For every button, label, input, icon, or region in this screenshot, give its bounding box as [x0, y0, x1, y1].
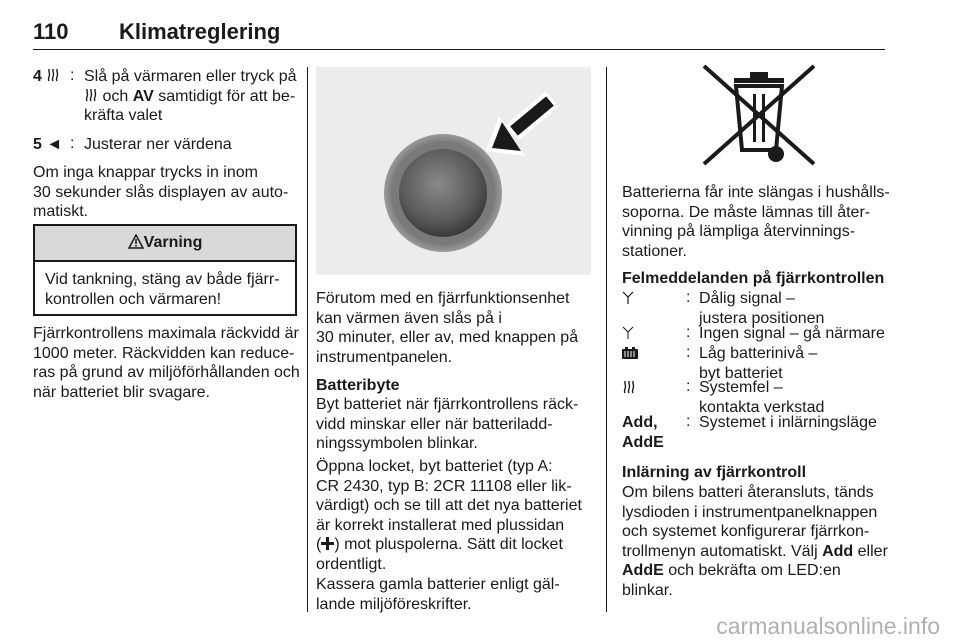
warning-header: Varning	[35, 226, 295, 262]
watermark: carmanualsonline.info	[716, 613, 940, 639]
item-4-label: 4	[33, 67, 60, 87]
heater-icon	[46, 68, 60, 82]
heater-icon	[622, 380, 636, 394]
learn-heading: Inlärning av fjärrkontroll	[622, 464, 807, 481]
battery-open-paragraph: Öppna locket, byt batteriet (typ A: CR 2430, typ B: 2CR 11108 eller lik- värdigt) och se till att det nya batteriet är korrekt installerat med plussidan ( ) mot pluspolerna. Sätt dit locket ordentligt.	[316, 458, 582, 573]
battery-heading: Batteribyte	[316, 377, 400, 394]
range-paragraph: Fjärrkontrollens maximala räckvidd är 1000 meter. Räckvidden kan reduce- ras på grund av miljöförhållanden och när batteriet blir svagare.	[33, 325, 300, 401]
error-5-code: Add, AddE	[622, 414, 664, 451]
error-1-colon: :	[686, 289, 691, 306]
error-2-colon: :	[686, 324, 691, 341]
warning-box	[33, 224, 297, 316]
error-3-colon: :	[686, 344, 691, 361]
auto-off-paragraph: Om inga knappar trycks in inom 30 sekunder slås displayen av auto- matiskt.	[33, 164, 289, 220]
error-1-text: Dålig signal – justera positionen	[699, 290, 825, 327]
error-2-text: Ingen signal – gå närmare	[699, 325, 885, 342]
error-4-text: Systemfel – kontakta verkstad	[699, 379, 825, 416]
heater-icon	[84, 88, 98, 102]
column-divider-right	[606, 67, 607, 612]
error-4-colon: :	[686, 378, 691, 395]
signal-none-icon	[622, 326, 634, 340]
item-5-text: Justerar ner värdena	[84, 136, 232, 153]
item-5-colon: :	[70, 135, 75, 152]
item-4-colon: :	[70, 67, 75, 84]
header-divider	[33, 49, 885, 50]
item-4-text: Slå på värmaren eller tryck på och AV samtidigt för att be- kräfta valet	[84, 68, 297, 124]
error-5-colon: :	[686, 413, 691, 430]
battery-replace-paragraph: Byt batteriet när fjärrkontrollens räck- vidd minskar eller när batteriladd- ningssymbolen blinkar.	[316, 396, 579, 452]
errors-heading: Felmeddelanden på fjärrkontrollen	[622, 270, 885, 287]
item-5-label: 5 ◄	[33, 136, 63, 153]
remote-paragraph: Förutom med en fjärrfunktionsenhet kan värmen även slås på i 30 minuter, eller av, med knappen på instrumentpanelen.	[316, 290, 579, 366]
signal-weak-icon	[622, 291, 634, 305]
page-title: Klimatreglering	[119, 19, 281, 44]
button-illustration	[316, 67, 591, 275]
learn-paragraph: Om bilens batteri återansluts, tänds lysdioden i instrumentpanelknappen och systemet konfigurerar fjärrkon- trollmenyn automatiskt. Välj Add eller AddE och bekräfta om LED:en blinkar.	[622, 484, 888, 599]
page-number: 110	[33, 19, 69, 44]
instrument-button-photo	[316, 67, 591, 275]
error-5-text: Systemet i inlärningsläge	[699, 414, 877, 431]
warning-text: Vid tankning, stäng av både fjärr- kontrollen och värmaren!	[45, 271, 280, 308]
crossed-bin-icon	[690, 60, 830, 170]
plus-icon	[321, 537, 334, 550]
warning-icon	[128, 234, 144, 249]
recycle-paragraph: Batterierna får inte slängas i hushålls- soporna. De måste lämnas till åter- vinning på lämpliga återvinnings- stationer.	[622, 184, 890, 260]
left-arrow-icon: ◄	[46, 136, 63, 153]
dispose-paragraph: Kassera gamla batterier enligt gäl- lande miljöföreskrifter.	[316, 576, 560, 613]
pointer-arrow-icon	[486, 99, 552, 156]
error-3-text: Låg batterinivå – byt batteriet	[699, 345, 818, 382]
battery-low-icon	[621, 346, 639, 360]
